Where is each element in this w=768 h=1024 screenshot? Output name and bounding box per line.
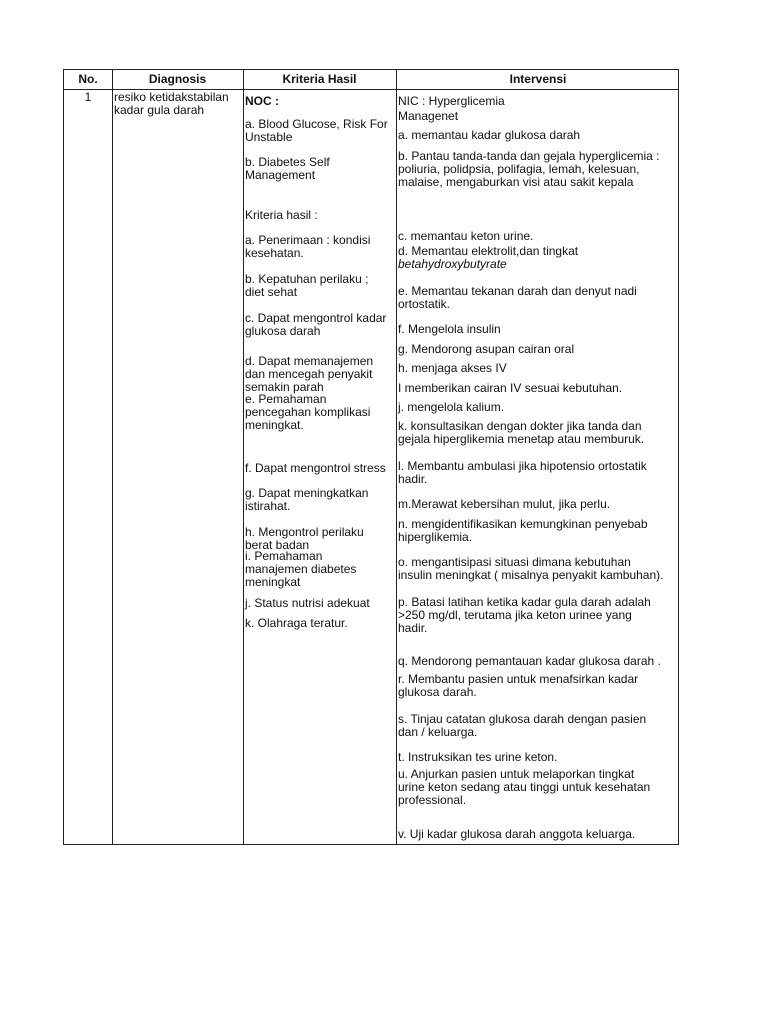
kriteria-noc-label: [245, 95, 279, 108]
header-no: No.: [78, 72, 98, 86]
kriteria-line: dan mencegah penyakit: [245, 367, 373, 381]
kriteria-line: g. Dapat meningkatkan: [245, 486, 369, 500]
intervensi-item: [398, 323, 501, 336]
kriteria-item: [245, 597, 370, 610]
kriteria-item: [245, 156, 330, 182]
kriteria-line: f. Dapat mengontrol stress: [245, 461, 386, 475]
intervensi-line: insulin meningkat ( misalnya penyakit kambuhan).: [398, 568, 664, 582]
intervensi-item: [398, 713, 646, 739]
intervensi-item: [398, 382, 622, 395]
intervensi-line: v. Uji kadar glukosa darah anggota keluarga.: [398, 827, 636, 841]
kriteria-line: j. Status nutrisi adekuat: [245, 596, 370, 610]
kriteria-item: [245, 234, 370, 260]
intervensi-item: [398, 596, 651, 635]
intervensi-item: [398, 768, 650, 807]
kriteria-line: Management: [245, 168, 316, 182]
intervensi-line: d. Memantau elektrolit,dan tingkat: [398, 244, 579, 258]
care-plan-table: [63, 69, 679, 845]
kriteria-item: [245, 617, 348, 630]
intervensi-line: e. Memantau tekanan darah dan denyut nadi: [398, 284, 637, 298]
kriteria-line: Kriteria hasil :: [245, 208, 318, 222]
kriteria-line: d. Dapat memanajemen: [245, 354, 374, 368]
intervensi-line: poliuria, polidpsia, polifagia, lemah, kelesuan,: [398, 162, 640, 176]
column-divider: [243, 70, 244, 844]
intervensi-item: [398, 245, 578, 271]
intervensi-line: c. memantau keton urine.: [398, 229, 534, 243]
kriteria-item: [245, 462, 386, 475]
kriteria-line: h. Mengontrol perilaku: [245, 525, 364, 539]
header-intervensi: Intervensi: [509, 72, 567, 86]
intervensi-item: [398, 518, 648, 544]
kriteria-line: berat badan: [245, 538, 310, 552]
intervensi-line: hadir.: [398, 621, 428, 635]
intervensi-line: betahydroxybutyrate: [398, 257, 507, 271]
intervensi-line: m.Merawat kebersihan mulut, jika perlu.: [398, 497, 611, 511]
kriteria-item: [245, 273, 368, 299]
intervensi-item: [398, 362, 507, 375]
kriteria-item: [245, 312, 386, 338]
intervensi-line: f. Mengelola insulin: [398, 322, 501, 336]
intervensi-item: [398, 498, 610, 511]
kriteria-item: [245, 393, 370, 432]
intervensi-item: [398, 150, 660, 189]
intervensi-line: dan / keluarga.: [398, 725, 478, 739]
kriteria-line: a. Penerimaan : kondisi: [245, 233, 371, 247]
intervensi-item: [398, 420, 644, 446]
kriteria-line: meningkat: [245, 575, 301, 589]
intervensi-line: s. Tinjau catatan glukosa darah dengan pasien: [398, 712, 647, 726]
kriteria-line: semakin parah: [245, 380, 324, 394]
kriteria-line: Unstable: [245, 130, 293, 144]
intervensi-line: p. Batasi latihan ketika kadar gula darah adalah: [398, 595, 651, 609]
column-divider: [396, 70, 397, 844]
intervensi-item: [398, 285, 637, 311]
intervensi-line: hiperglikemia.: [398, 530, 473, 544]
kriteria-line: glukosa darah: [245, 324, 321, 338]
diagnosis-line: kadar gula darah: [114, 103, 205, 117]
diagnosis-text: [114, 91, 229, 117]
diagnosis-line: resiko ketidakstabilan: [114, 90, 229, 104]
kriteria-line: istirahat.: [245, 499, 291, 513]
intervensi-line: h. menjaga akses IV: [398, 361, 507, 375]
intervensi-item: [398, 751, 557, 764]
kriteria-line: k. Olahraga teratur.: [245, 616, 348, 630]
kriteria-item: [245, 487, 368, 513]
intervensi-line: a. memantau kadar glukosa darah: [398, 128, 581, 142]
kriteria-line: pencegahan komplikasi: [245, 405, 371, 419]
kriteria-line: b. Kepatuhan perilaku ;: [245, 272, 369, 286]
intervensi-line: n. mengidentifikasikan kemungkinan penyebab: [398, 517, 648, 531]
intervensi-item: [398, 401, 504, 414]
intervensi-line: ortostatik.: [398, 297, 451, 311]
intervensi-line: l. Membantu ambulasi jika hipotensio ortostatik: [398, 459, 647, 473]
kriteria-subheading: [245, 209, 318, 222]
intervensi-line: b. Pantau tanda-tanda dan gejala hyperglicemia :: [398, 149, 660, 163]
intervensi-line: r. Membantu pasien untuk menafsirkan kadar: [398, 672, 639, 686]
intervensi-line: professional.: [398, 793, 467, 807]
intervensi-line: glukosa darah.: [398, 685, 477, 699]
intervensi-item: [398, 655, 661, 668]
intervensi-line: NIC : Hyperglicemia: [398, 94, 505, 108]
kriteria-line: b. Diabetes Self: [245, 155, 330, 169]
intervensi-line: u. Anjurkan pasien untuk melaporkan tingkat: [398, 767, 635, 781]
intervensi-item: [398, 556, 663, 582]
intervensi-line: j. mengelola kalium.: [398, 400, 505, 414]
kriteria-line: c. Dapat mengontrol kadar: [245, 311, 387, 325]
intervensi-line: q. Mendorong pemantauan kadar glukosa darah .: [398, 654, 661, 668]
intervensi-line: >250 mg/dl, terutama jika keton urinee yang: [398, 608, 632, 622]
kriteria-item: [245, 118, 388, 144]
column-divider: [112, 70, 113, 844]
kriteria-line: a. Blood Glucose, Risk For: [245, 117, 388, 131]
kriteria-line: diet sehat: [245, 285, 298, 299]
intervensi-line: t. Instruksikan tes urine keton.: [398, 750, 558, 764]
kriteria-line: NOC :: [245, 94, 279, 108]
intervensi-heading: [398, 95, 505, 123]
kriteria-line: meningkat.: [245, 418, 304, 432]
intervensi-item: [398, 343, 574, 356]
intervensi-line: k. konsultasikan dengan dokter jika tanda dan: [398, 419, 642, 433]
kriteria-line: kesehatan.: [245, 246, 304, 260]
intervensi-line: g. Mendorong asupan cairan oral: [398, 342, 575, 356]
header-kriteria-hasil: Kriteria Hasil: [282, 72, 357, 86]
intervensi-item: [398, 129, 580, 142]
intervensi-line: gejala hiperglikemia menetap atau memburuk.: [398, 432, 645, 446]
kriteria-item: [245, 550, 356, 589]
intervensi-item: [398, 230, 533, 243]
kriteria-line: i. Pemahaman: [245, 549, 323, 563]
intervensi-item: [398, 460, 647, 486]
kriteria-line: manajemen diabetes: [245, 562, 357, 576]
kriteria-item: [245, 355, 373, 394]
intervensi-line: I memberikan cairan IV sesuai kebutuhan.: [398, 381, 623, 395]
intervensi-item: [398, 828, 635, 841]
row-number: 1: [84, 90, 92, 104]
header-diagnosis: Diagnosis: [148, 72, 207, 86]
kriteria-line: e. Pemahaman: [245, 392, 327, 406]
intervensi-line: o. mengantisipasi situasi dimana kebutuhan: [398, 555, 631, 569]
intervensi-line: urine keton sedang atau tinggi untuk kesehatan: [398, 780, 651, 794]
intervensi-line: malaise, mengaburkan visi atau sakit kepala: [398, 175, 634, 189]
intervensi-line: Managenet: [398, 109, 459, 123]
intervensi-line: hadir.: [398, 472, 428, 486]
intervensi-item: [398, 673, 638, 699]
